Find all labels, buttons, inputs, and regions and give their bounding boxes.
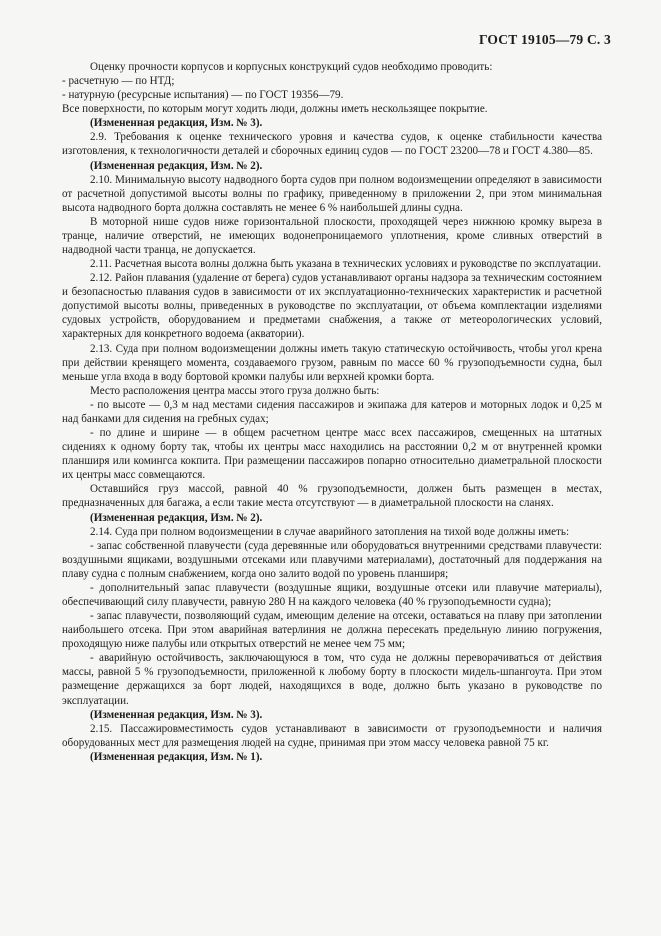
- amendment-note: (Измененная редакция, Изм. № 3).: [90, 708, 263, 721]
- clause-2-12: 2.12. Район плавания (удаление от берега) судов устанавливают органы надзора за техническим состоянием и безопасностью плавания судов в зависимости от их эксплуатационно-технических характеристик и расчетной допустимой высоты волны, приведенных в руководстве по эксплуатации, от объема комплектации изделиями судовых устройств, оборудованием и предметами снабжения, а также от метеорологических условий, характерных для конкретного водоема (акватории).: [62, 272, 602, 341]
- list-item: - натурную (ресурсные испытания) — по ГОСТ 19356—79.: [62, 89, 344, 102]
- amendment-note: (Измененная редакция, Изм. № 3).: [90, 117, 263, 130]
- list-item: - запас собственной плавучести (суда деревянные или оборудоваться внутренними средствами плавучести: воздушными ящиками, воздушными отсеками или плавучими материалами), достаточный для поддержания на плаву судна с полным снабжением, когда оно залито водой по уровень планширя;: [62, 539, 602, 580]
- list-item: - по высоте — 0,3 м над местами сидения пассажиров и экипажа для катеров и моторных лодок и 0,25 м над банками для сидения на гребных судах;: [62, 398, 602, 425]
- paragraph: Оставшийся груз массой, равной 40 % грузоподъемности, должен быть размещен в местах, предназначенных для багажа, а если такие места отсутствуют — в диаметральной плоскости на сланях.: [62, 483, 602, 510]
- amendment-note: (Измененная редакция, Изм. № 2).: [90, 511, 263, 524]
- list-item: - аварийную остойчивость, заключающуюся в том, что суда не должны переворачиваться от действия массы, равной 5 % грузоподъемности, приложенной к любому борту в плоскости мидель-шпангоута. При этом размещение держащихся за борт людей, находящихся в воде, должно быть указано в руководстве по эксплуатации.: [62, 652, 602, 707]
- list-item: - запас плавучести, позволяющий судам, имеющим деление на отсеки, оставаться на плаву при затоплении наибольшего отсека. При этом аварийная ватерлиния не должна пересекать предельную линию погружения, проходящую ниже палубы или открытых отверстий не менее чем 75 мм;: [62, 610, 602, 651]
- clause-2-13: 2.13. Суда при полном водоизмещении должны иметь такую статическую остойчивость, чтобы угол крена при действии кренящего момента, создаваемого грузом, равным по массе 60 % грузоподъемности судна, был меньше угла входа в воду бортовой кромки палубы или верхней кромки борта.: [62, 342, 602, 383]
- page-header: ГОСТ 19105—79 С. 3: [478, 32, 611, 47]
- clause-2-15: 2.15. Пассажировместимость судов устанавливают в зависимости от грузоподъемности и наличия оборудованных мест для размещения людей на судне, принимая при этом массу человека равной 75 кг.: [62, 722, 602, 749]
- clause-2-10: 2.10. Минимальную высоту надводного борта судов при полном водоизмещении определяют в зависимости от расчетной допустимой высоты волны по графику, приведенному в приложении 2, при этом минимальная высота надводного борта должна составлять не менее 6 % наибольшей длины судна.: [62, 173, 602, 214]
- amendment-note: (Измененная редакция, Изм. № 2).: [90, 159, 263, 172]
- paragraph: Все поверхности, по которым могут ходить люди, должны иметь нескользящее покрытие.: [62, 103, 488, 116]
- clause-2-11: 2.11. Расчетная высота волны должна быть указана в технических условиях и руководстве по эксплуатации.: [90, 258, 602, 271]
- clause-2-14: 2.14. Суда при полном водоизмещении в случае аварийного затопления на тихой воде должны иметь:: [90, 525, 570, 538]
- paragraph: Оценку прочности корпусов и корпусных конструкций судов необходимо проводить:: [90, 61, 493, 73]
- document-body: [62, 60, 602, 764]
- clause-2-9: 2.9. Требования к оценке технического уровня и качества судов, к оценке стабильности качества изготовления, к технологичности деталей и сборочных единиц судов — по ГОСТ 23200—78 и ГОСТ 4.380—85.: [62, 131, 602, 158]
- amendment-note: (Измененная редакция, Изм. № 1).: [90, 750, 263, 763]
- list-item: - по длине и ширине — в общем расчетном центре масс всех пассажиров, смещенных на штатных сидениях к одному борту так, чтобы их центры масс находились на расстоянии 0,2 м от внутренней кромки планширя или комингса кокпита. При размещении пассажиров попарно относительно диаметральной плоскости их центры масс совмещаются.: [62, 427, 602, 482]
- list-item: - расчетную — по НТД;: [62, 75, 175, 88]
- paragraph: В моторной нише судов ниже горизонтальной плоскости, проходящей через нижнюю кромку выреза в транце, наличие отверстий, не имеющих водонепроницаемого уплотнения, кроме сливных отверстий в надводной части транца, не допускается.: [62, 215, 602, 257]
- paragraph: Место расположения центра массы этого груза должно быть:: [90, 384, 380, 397]
- list-item: - дополнительный запас плавучести (воздушные ящики, воздушные отсеки или плавучие материалы), обеспечивающий силу плавучести, равную 280 Н на каждого человека (40 % грузоподъемности судна);: [62, 581, 602, 608]
